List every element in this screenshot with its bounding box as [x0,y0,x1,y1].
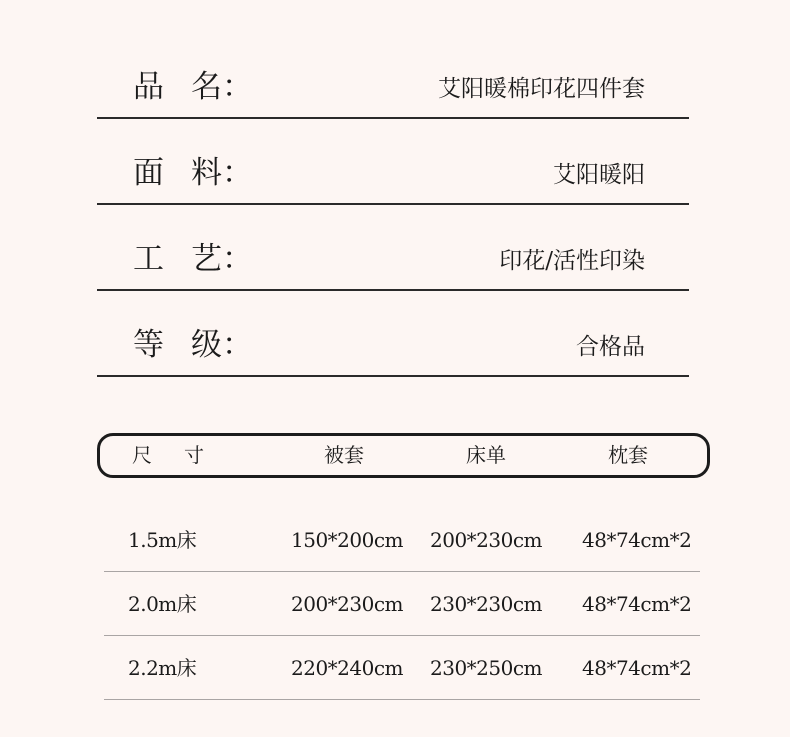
info-value: 印花/活性印染 [499,248,645,274]
header-char: 尺 [132,443,152,467]
header-bed-sheet: 床单 [466,443,506,467]
cell-pillow: 48*74cm*2 [582,592,692,616]
table-row [104,508,700,572]
info-value: 艾阳暖棉印花四件套 [438,76,645,102]
cell-pillow: 48*74cm*2 [582,528,692,552]
cell-sheet: 230*250cm [430,656,543,680]
cell-pillow: 48*74cm*2 [582,656,692,680]
label-char: 品 [133,69,164,105]
info-row-fabric [97,119,689,205]
product-info [97,33,689,377]
header-size [132,436,204,475]
cell-sheet: 230*230cm [430,592,543,616]
info-label [133,327,253,363]
label-char: 级： [191,327,253,363]
label-char: 工 [133,241,164,277]
info-row-product-name [97,33,689,119]
label-char: 艺： [191,241,253,277]
label-char: 等 [133,327,164,363]
label-char: 料： [191,155,253,191]
info-label [133,155,253,191]
info-value: 艾阳暖阳 [553,162,645,188]
info-label [133,241,253,277]
cell-sheet: 200*230cm [430,528,543,552]
info-value: 合格品 [576,334,645,360]
size-table-header [97,433,710,478]
cell-size: 1.5m床 [128,528,197,552]
cell-size: 2.2m床 [128,656,197,680]
info-row-grade [97,291,689,377]
header-pillowcase: 枕套 [608,443,648,467]
header-char: 寸 [184,443,204,467]
info-label [133,69,253,105]
size-table-body [104,508,700,700]
table-row [104,636,700,700]
label-char: 名： [191,69,253,105]
table-row [104,572,700,636]
cell-duvet: 150*200cm [291,528,404,552]
label-char: 面 [133,155,164,191]
cell-duvet: 220*240cm [291,656,404,680]
cell-size: 2.0m床 [128,592,197,616]
header-duvet-cover: 被套 [324,443,364,467]
info-row-craft [97,205,689,291]
cell-duvet: 200*230cm [291,592,404,616]
